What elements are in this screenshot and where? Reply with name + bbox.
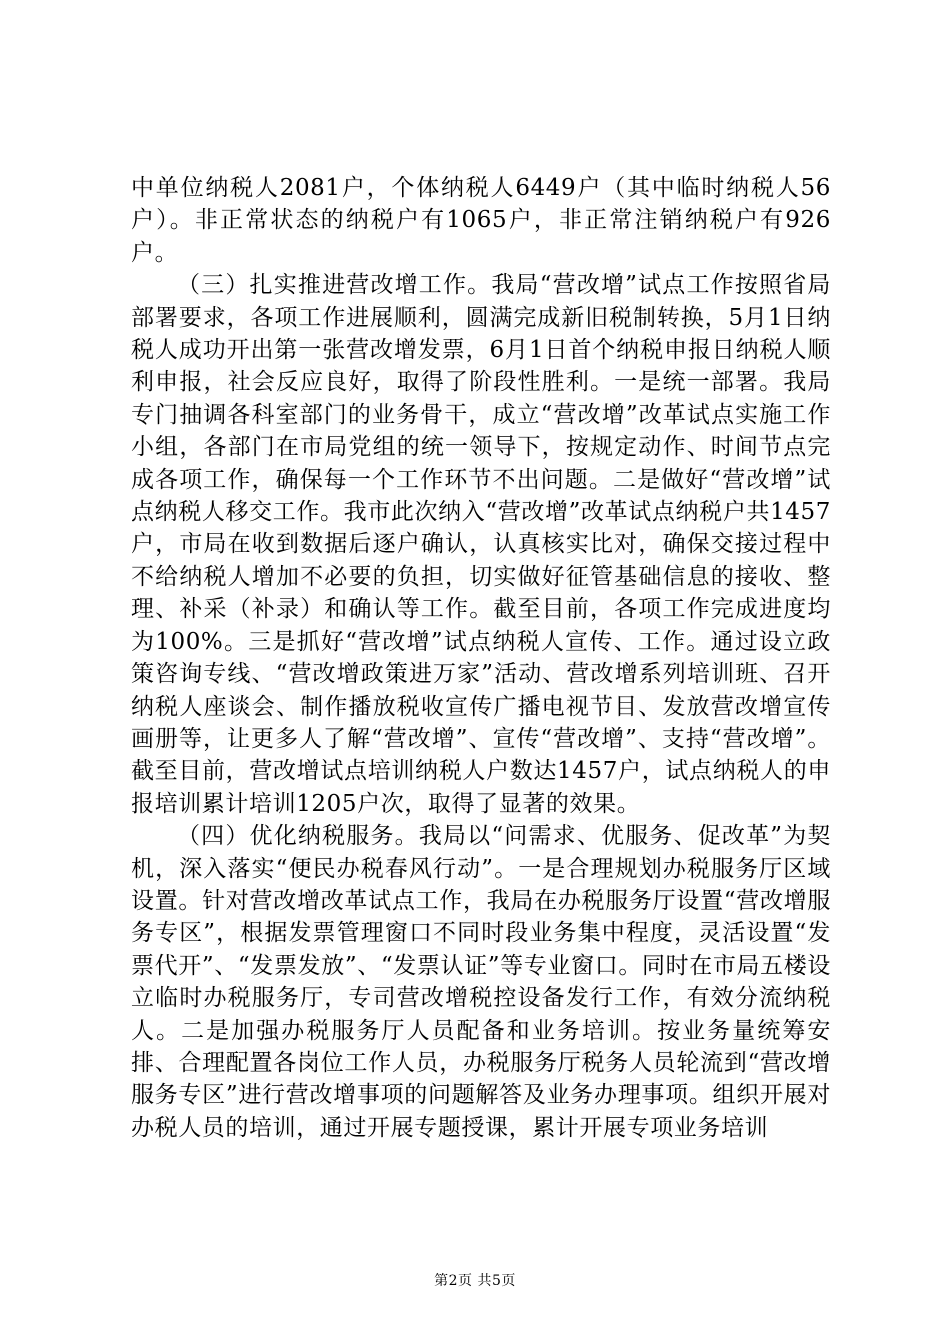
paragraph-section-3: （三）扎实推进营改增工作。我局“营改增”试点工作按照省局部署要求，各项工作进展顺利，圆满完成新旧税制转换，5月1日纳税人成功开出第一张营改增发票，6月1日首个纳税申报日纳税人顺利申报，社会反应良好，取得了阶段性胜利。一是统一部署。我局专门抽调各科室部门的业务骨干，成立“营改增”改革试点实施工作小组，各部门在市局党组的统一领导下，按规定动作、时间节点完成各项工作，确保每一个工作环节不出问题。二是做好“营改增”试点纳税人移交工作。我市此次纳入“营改增”改革试点纳税户共1457户，市局在收到数据后逐户确认，认真核实比对，确保交接过程中不给纳税人增加不必要的负担，切实做好征管基础信息的接收、整理、补采（补录）和确认等工作。截至目前，各项工作完成进度均为100%。三是抓好“营改增”试点纳税人宣传、工作。通过设立政策咨询专线、“营改增政策进万家”活动、营改增系列培训班、召开纳税人座谈会、制作播放税收宣传广播电视节目、发放营改增宣传画册等，让更多人了解“营改增”、宣传“营改增”、支持“营改增”。截至目前，营改增试点培训纳税人户数达1457户，试点纳税人的申报培训累计培训1205户次，取得了显著的效果。 [131, 272, 831, 817]
paragraph-continuation: 中单位纳税人2081户，个体纳税人6449户（其中临时纳税人56户）。非正常状态的纳税户有1065户，非正常注销纳税户有926户。 [131, 175, 831, 266]
paragraph-section-4: （四）优化纳税服务。我局以“问需求、优服务、促改革”为契机，深入落实“便民办税春风行动”。一是合理规划办税服务厅区域设置。针对营改增改革试点工作，我局在办税服务厅设置“营改增服务专区”，根据发票管理窗口不同时段业务集中程度，灵活设置“发票代开”、“发票发放”、“发票认证”等专业窗口。同时在市局五楼设立临时办税服务厅，专司营改增税控设备发行工作，有效分流纳税人。二是加强办税服务厅人员配备和业务培训。按业务量统筹安排、合理配置各岗位工作人员，办税服务厅税务人员轮流到“营改增服务专区”进行营改增事项的问题解答及业务办理事项。组织开展对办税人员的培训，通过开展专题授课，累计开展专项业务培训 [131, 823, 831, 1141]
page-number-footer: 第2页 共5页 [434, 1273, 516, 1289]
document-body [131, 172, 831, 1144]
